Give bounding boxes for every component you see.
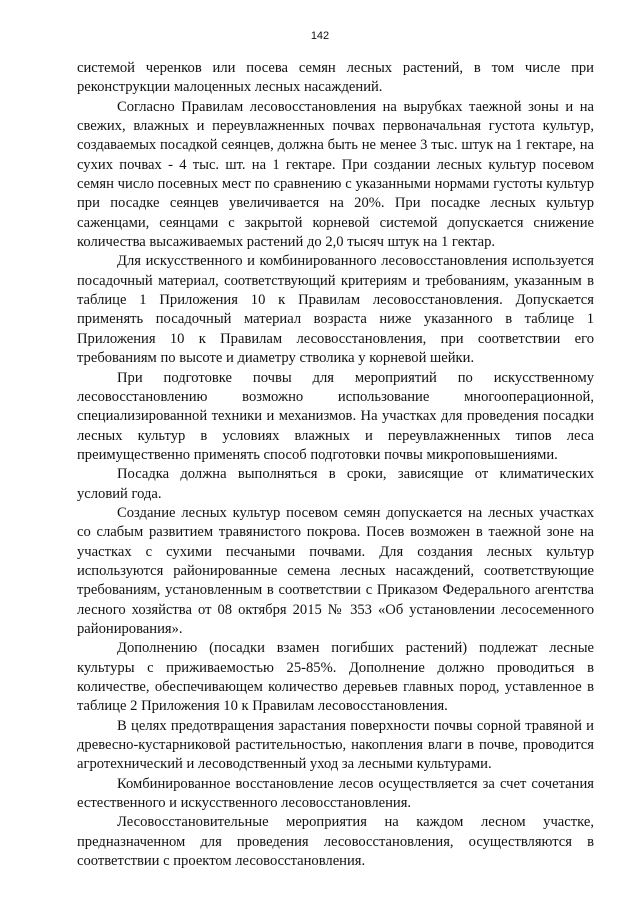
paragraph-continuation: системой черенков или посева семян лесных растений, в том числе при реконструкции малоценных лесных насаждений. <box>77 60 594 96</box>
paragraph-seeding: Создание лесных культур посевом семян допускается на лесных участках со слабым развитием травянистого покрова. Посев возможен в таежной зоне на участках с сухими песчаными почвами. Для создания лесных культур используются районированные семена лесных насаждений, соответствующие требованиям, установленным в соответствии с Приказом Федерального агентства лесного хозяйства от 08 октября 2015 № 353 «Об установлении лесосеменного районирования». <box>77 504 594 637</box>
paragraph-combined-restoration: Комбинированное восстановление лесов осуществляется за счет сочетания естественного и искусственного лесовосстановления. <box>77 775 594 812</box>
paragraph-planting-material: Для искусственного и комбинированного лесовосстановления используется посадочный материал, соответствующий критериям и требованиям, указанным в таблице 1 Приложения 10 к Правилам лесовосстановления. Допускается применять посадочный материал возраста ниже указанного в таблице 1 Приложения 10 к Правилам лесовосстановления, при соответствии его требованиям по высоте и диаметру стволика у корневой шейки. <box>77 253 594 367</box>
paragraph-maintenance: В целях предотвращения зарастания поверхности почвы сорной травяной и древесно-кустарниковой растительностью, накопления влаги в почве, проводится агротехнический и лесоводственный уход за лесными культурами. <box>77 717 594 773</box>
paragraph-planting-timing: Посадка должна выполняться в сроки, зависящие от климатических условий года. <box>77 466 594 502</box>
paragraph-soil-preparation: При подготовке почвы для мероприятий по искусственному лесовосстановлению возможно использование многооперационной, специализированной техники и механизмов. На участках для проведения посадки лесных культур в условиях влажных и переувлажненных типов леса преимущественно применять способ подготовки почвы микроповышениями. <box>77 369 594 463</box>
document-body <box>77 59 594 871</box>
paragraph-planting-density: Согласно Правилам лесовосстановления на вырубках таежной зоны и на свежих, влажных и переувлажненных почвах первоначальная густота культур, создаваемых посадкой сеянцев, должна быть не менее 3 тыс. штук на 1 гектаре, на сухих почвах - 4 тыс. шт. на 1 гектаре. При создании лесных культур посевом семян число посевных мест по сравнению с указанными нормами густоты культур при посадке сеянцев увеличивается на 20%. При посадке лесных культур саженцами, сеянцами с закрытой корневой системой допускается снижение количества высаживаемых растений до 2,0 тысяч штук на 1 гектар. <box>77 98 594 251</box>
paragraph-supplementary-planting: Дополнению (посадки взамен погибших растений) подлежат лесные культуры с приживаемостью 25-85%. Дополнение должно проводиться в количестве, обеспечивающем количество деревьев главных пород, уставленное в таблице 2 Приложения 10 к Правилам лесовосстановления. <box>77 640 594 715</box>
page-number: 142 <box>310 30 330 42</box>
paragraph-restoration-project: Лесовосстановительные мероприятия на каждом лесном участке, предназначенном для проведения лесовосстановления, осуществляются в соответствии с проектом лесовосстановления. <box>77 814 594 870</box>
